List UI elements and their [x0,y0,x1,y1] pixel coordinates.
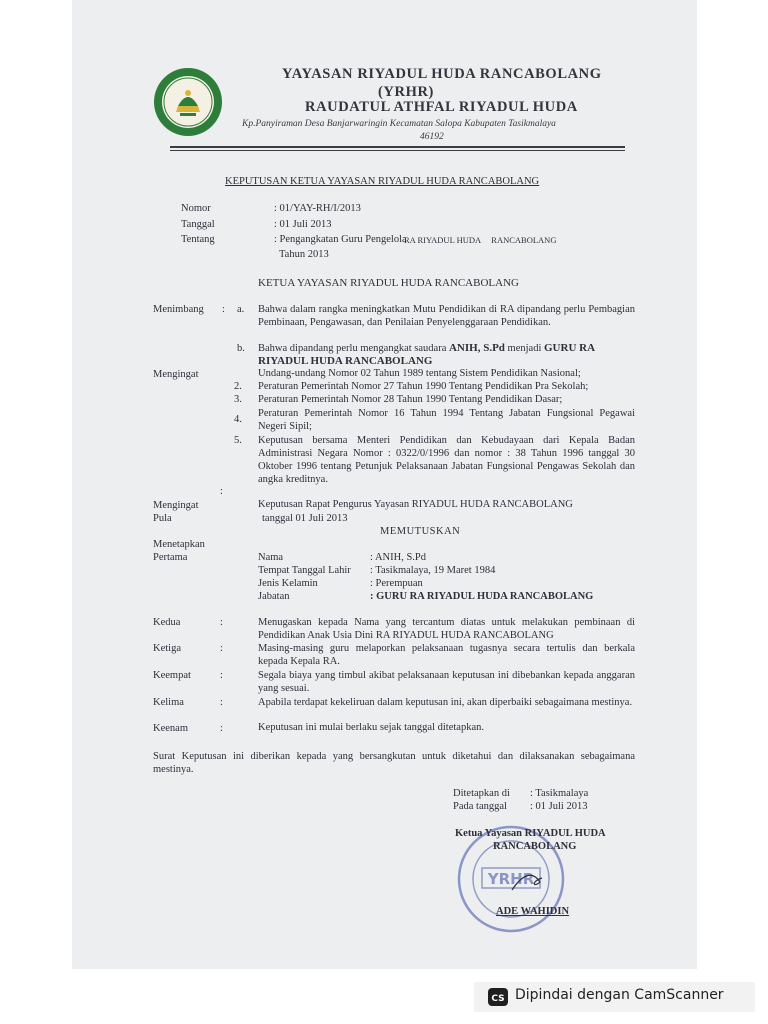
mengingat-marker-2: 2. [234,381,242,392]
menimbang-marker-a: a. [237,304,245,315]
camscanner-text: Dipindai dengan CamScanner [515,987,724,1003]
sig-title-1: Ketua Yayasan RIYADUL HUDA [455,828,606,839]
mengingat-item-2: Peraturan Pemerintah Nomor 27 Tahun 1990 Tentang Pendidikan Pra Sekolah; [258,381,589,392]
menetapkan-label: Menetapkan [153,539,205,550]
clause-text-kelima: Apabila terdapat kekeliruan dalam keputusan ini, akan diperbaiki sebagaimana mestinya. [258,697,633,708]
foundation-logo-icon [152,66,224,138]
clause-colon-ketiga: : [220,643,223,654]
mengingat-label: Mengingat [153,369,199,380]
school-name: RAUDATUL ATHFAL RIYADUL HUDA [305,99,578,115]
field-label-nama: Nama [258,552,284,563]
camscanner-logo-icon [488,988,508,1006]
sig-title-2: RANCABOLANG [493,841,577,852]
clause-text-keempat: Segala biaya yang timbul akibat pelaksanaan keputusan ini dibebankan kepada anggaran yang sesuai. [258,670,635,694]
mengingat-item-5: Keputusan bersama Menteri Pendidikan dan Kebudayaan dari Kepala Badan Administrasi Negara Nomor : 0322/0/1996 dan nomor : 38 Tahun 1996 tanggal 30 Oktober 1996 tentang Petunjuk Pelaksanaan Jabatan Fungsional Pengawas Sekolah dan angka kreditnya. [258,435,635,485]
closing-paragraph: Surat Keputusan ini diberikan kepada yang bersangkutan untuk diketahui dan dilaksanakan sebagaimana mestinya. [153,751,635,775]
appointee-name: ANIH, S.Pd [448,342,505,354]
mengingat-pula-colon: : [220,486,223,497]
mengingat-pula-label-1: Mengingat [153,500,199,511]
memutuskan-heading: MEMUTUSKAN [380,526,461,537]
meta-label-tentang: Tentang [181,234,215,245]
clause-label-ketiga: Ketiga [153,643,181,654]
clause-text-ketiga: Masing-masing guru melaporkan pelaksanaan tugasnya secara tertulis dan berkala kepada Kepala RA. [258,643,635,667]
sig-place-value: : Tasikmalaya [530,788,589,799]
clause-colon-kelima: : [220,697,223,708]
mengingat-item-1: Undang-undang Nomor 02 Tahun 1989 tentang Sistem Pendidikan Nasional; [258,368,581,379]
sig-place-label: Ditetapkan di [453,788,510,799]
mengingat-marker-4: 4. [234,414,242,425]
mengingat-pula-line-2: tanggal 01 Juli 2013 [262,513,348,524]
field-value-jabatan: : GURU RA RIYADUL HUDA RANCABOLANG [370,591,594,602]
clause-label-kedua: Kedua [153,617,181,628]
decree-title: KEPUTUSAN KETUA YAYASAN RIYADUL HUDA RANCABOLANG [225,176,540,187]
sig-date-label: Pada tanggal [453,801,507,812]
signatory-name: ADE WAHIDIN [496,906,570,917]
meta-value-tentang-small: RA RIYADUL HUDA RANCABOLANG [404,235,557,245]
address-line-2: 46192 [420,132,444,142]
menimbang-item-a: Bahwa dalam rangka meningkatkan Mutu Pendidikan di RA dipandang perlu Pembagian Pembinaan, Pengawasan, dan Penilaian Penyelenggaraan Pendidikan. [258,304,635,328]
sig-date-value: : 01 Juli 2013 [530,801,588,812]
pertama-label: Pertama [153,552,188,563]
chair-heading: KETUA YAYASAN RIYADUL HUDA RANCABOLANG [258,277,519,289]
clause-text-keenam: Keputusan ini mulai berlaku sejak tanggal ditetapkan. [258,722,484,733]
org-name: YAYASAN RIYADUL HUDA RANCABOLANG [282,66,602,82]
meta-value-nomor: : 01/YAY-RH/I/2013 [274,203,361,214]
field-label-ttl: Tempat Tanggal Lahir [258,565,351,576]
field-value-gender: : Perempuan [370,578,423,589]
meta-label-nomor: Nomor [181,203,211,214]
mengingat-item-3: Peraturan Pemerintah Nomor 28 Tahun 1990 Tentang Pendidikan Dasar; [258,394,563,405]
menimbang-item-b-text: Bahwa dipandang perlu mengangkat saudara [258,343,447,354]
menimbang-colon: : [222,304,225,315]
mengingat-pula-line-1: Keputusan Rapat Pengurus Yayasan RIYADUL HUDA RANCABOLANG [258,499,573,510]
clause-colon-kedua: : [220,617,223,628]
clause-text-kedua: Menugaskan kepada Nama yang tercantum diatas untuk melakukan pembinaan di Pendidikan Anak Usia Dini RA RIYADUL HUDA RANCABOLANG [258,617,635,641]
clause-colon-keenam: : [220,723,223,734]
menimbang-marker-b: b. [237,343,245,354]
mengingat-marker-3: 3. [234,394,242,405]
meta-value-tanggal: : 01 Juli 2013 [274,219,332,230]
menimbang-item-b [258,342,635,368]
header-rule-thin [170,150,625,151]
clause-label-keempat: Keempat [153,670,191,681]
clause-label-keenam: Keenam [153,723,188,734]
mengingat-item-4: Peraturan Pemerintah Nomor 16 Tahun 1994 Tentang Jabatan Fungsional Pegawai Negeri Sipil; [258,408,635,432]
clause-label-kelima: Kelima [153,697,184,708]
appointee-role: GURU RA RIYADUL HUDA RANCABOLANG [258,342,595,367]
mengingat-pula-label-2: Pula [153,513,172,524]
mengingat-marker-5: 5. [234,435,242,446]
meta-value-tentang: : Pengangkatan Guru Pengelola [274,234,407,245]
stamp-text: YRHR [487,870,535,888]
address-line-1: Kp.Panyiraman Desa Banjarwaringin Kecamatan Salopa Kabupaten Tasikmalaya [242,119,556,129]
menimbang-item-b-mid: menjadi [507,343,542,354]
field-value-ttl: : Tasikmalaya, 19 Maret 1984 [370,565,496,576]
meta-label-tanggal: Tanggal [181,219,215,230]
menimbang-label: Menimbang [153,304,204,315]
meta-value-tentang-year: Tahun 2013 [279,249,329,260]
field-value-nama: : ANIH, S.Pd [370,552,427,563]
header-rule-thick [170,146,625,148]
org-abbr: (YRHR) [378,84,434,100]
clause-colon-keempat: : [220,670,223,681]
field-label-gender: Jenis Kelamin [258,578,318,589]
camscanner-logo-text: CS [491,994,505,1004]
field-label-jabatan: Jabatan [258,591,290,602]
